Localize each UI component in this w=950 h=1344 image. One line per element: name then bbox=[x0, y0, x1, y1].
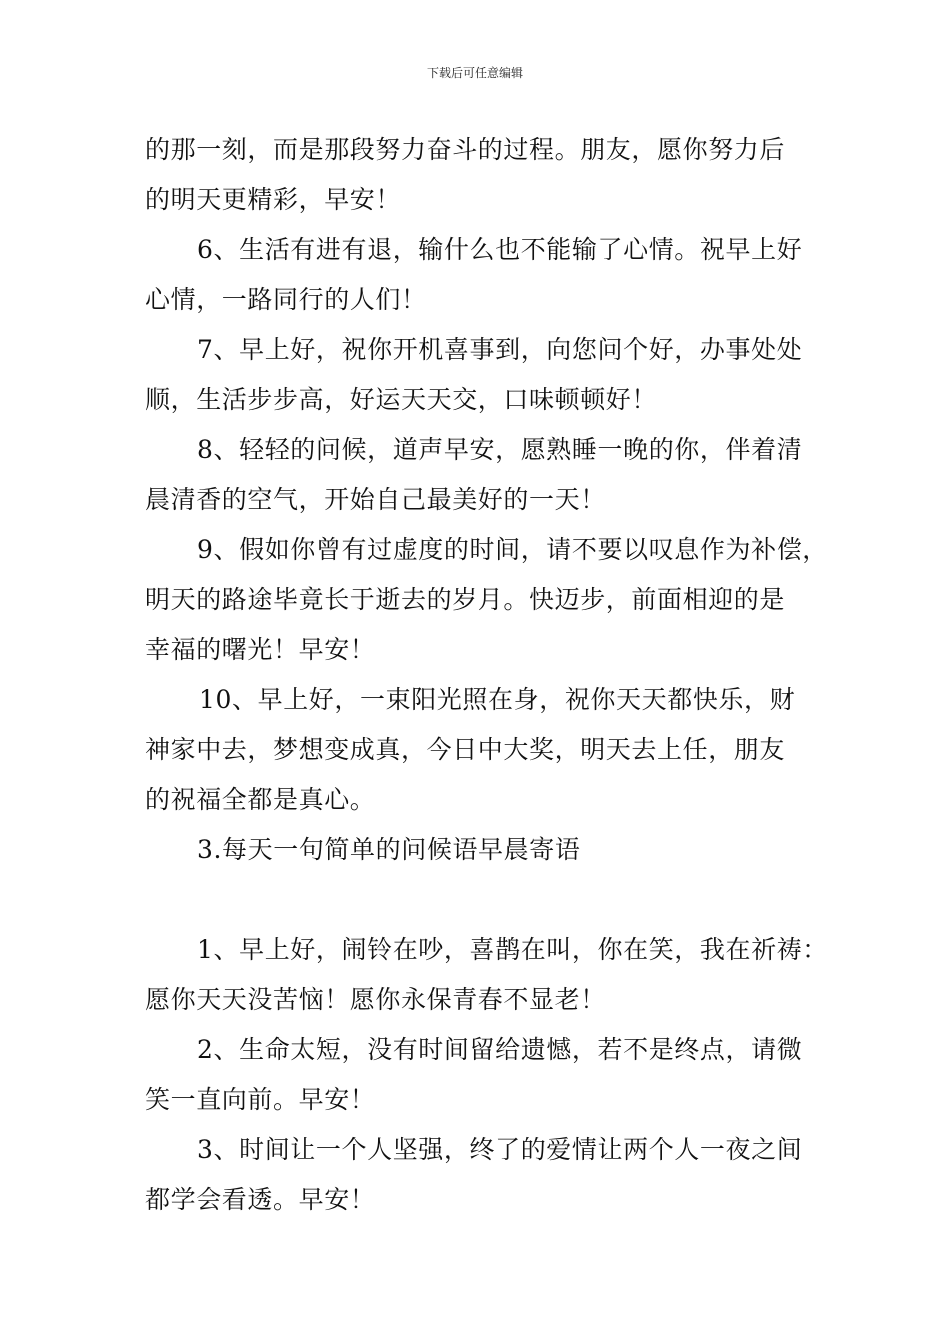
text-line: 9、假如你曾有过虚度的时间，请不要以叹息作为补偿， bbox=[197, 535, 828, 564]
text-line: 顺，生活步步高，好运天天交，口味顿顿好！ bbox=[145, 385, 658, 414]
text-line: 3、时间让一个人坚强，终了的爱情让两个人一夜之间 bbox=[197, 1135, 803, 1164]
text-line: 明天的路途毕竟长于逝去的岁月。快迈步，前面相迎的是 bbox=[145, 585, 786, 614]
text-line: 幸福的曙光！早安！ bbox=[145, 635, 376, 664]
text-line: 10、早上好，一束阳光照在身，祝你天天都快乐，财 bbox=[199, 685, 796, 714]
blank-line bbox=[145, 875, 835, 925]
text-line: 的祝福全都是真心。 bbox=[145, 785, 376, 814]
text-line: 神家中去，梦想变成真，今日中大奖，明天去上任，朋友 bbox=[145, 735, 786, 764]
text-line: 6、生活有进有退，输什么也不能输了心情。祝早上好 bbox=[197, 235, 803, 264]
text-line: 笑一直向前。早安！ bbox=[145, 1085, 376, 1114]
section-heading: 3.每天一句简单的问候语早晨寄语 bbox=[197, 835, 581, 864]
text-line: 7、早上好，祝你开机喜事到，向您问个好，办事处处 bbox=[197, 335, 803, 364]
text-line: 1、早上好，闹铃在吵，喜鹊在叫，你在笑，我在祈祷： bbox=[197, 935, 828, 964]
text-line: 晨清香的空气，开始自己最美好的一天！ bbox=[145, 485, 606, 514]
text-line: 2、生命太短，没有时间留给遗憾，若不是终点，请微 bbox=[197, 1035, 803, 1064]
text-line: 的明天更精彩，早安！ bbox=[145, 185, 402, 214]
text-line: 的那一刻，而是那段努力奋斗的过程。朋友，愿你努力后 bbox=[145, 135, 786, 164]
text-line: 愿你天天没苦恼！愿你永保青春不显老！ bbox=[145, 985, 606, 1014]
text-line: 心情，一路同行的人们！ bbox=[145, 285, 427, 314]
text-line: 都学会看透。早安！ bbox=[145, 1185, 376, 1214]
page-header: 下载后可任意编辑 bbox=[426, 66, 523, 80]
document-body bbox=[145, 125, 835, 1225]
text-line: 8、轻轻的问候，道声早安，愿熟睡一晚的你，伴着清 bbox=[197, 435, 803, 464]
